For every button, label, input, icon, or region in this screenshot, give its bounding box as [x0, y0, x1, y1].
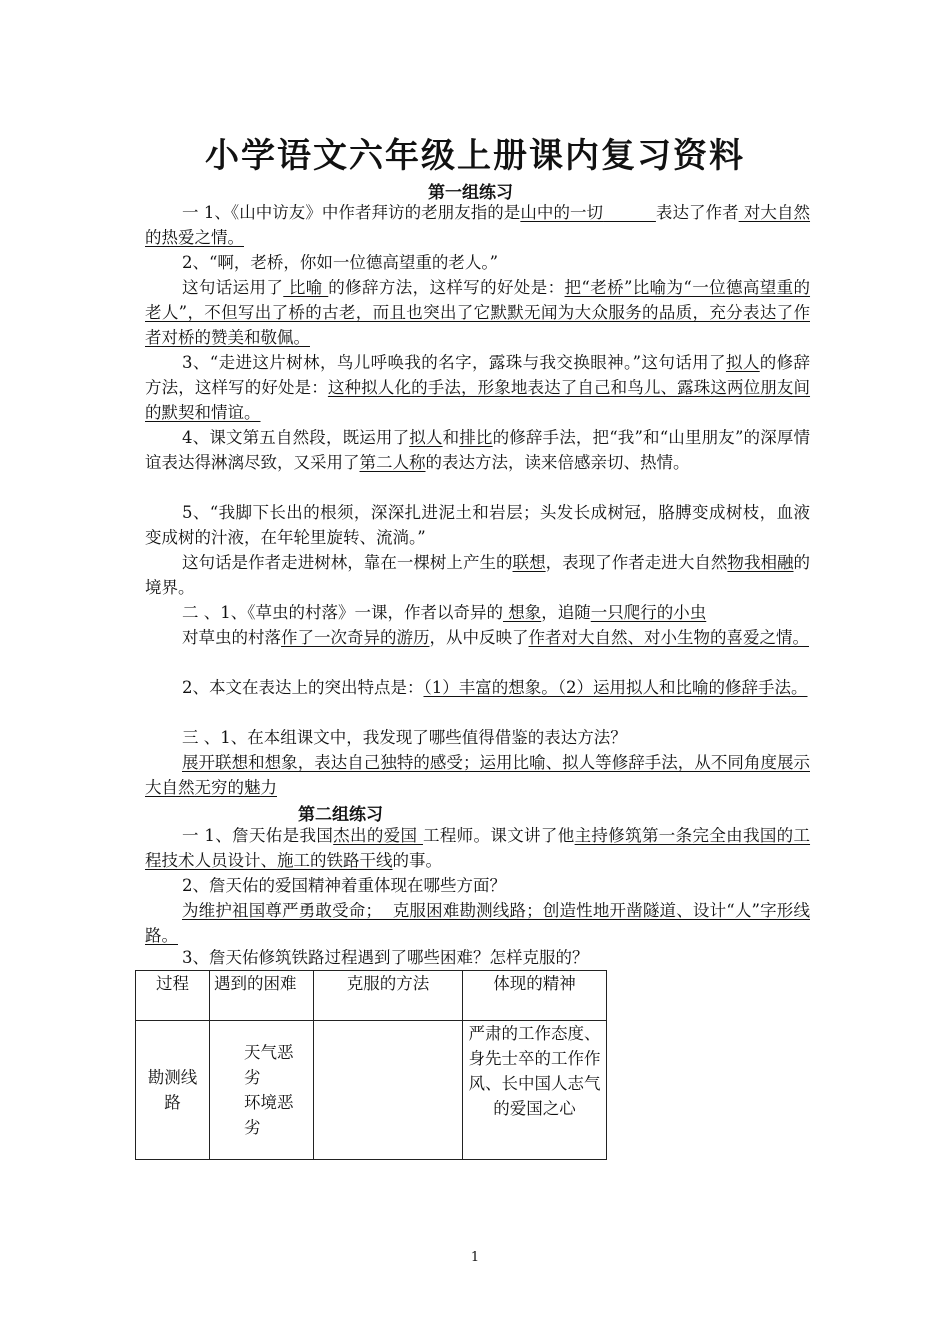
header-spirit: 体现的精神 — [463, 971, 607, 1021]
group2-heading: 第二组练习 — [298, 805, 383, 825]
g1-paragraph-10: 2、本文在表达上的突出特点是：（1）丰富的想象。（2）运用拟人和比喻的修辞手法。 — [182, 678, 808, 697]
g2-paragraph-3: 为维护祖国尊严勇敢受命； 克服困难勘测线路；创造性地开凿隧道、设计“人”字形线路。 — [145, 901, 810, 945]
page-number: 1 — [470, 1250, 480, 1265]
g1-paragraph-11: 三 、1、在本组课文中，我发现了哪些值得借鉴的表达方法？ — [182, 728, 627, 747]
g1-paragraph-9: 对草虫的村落作了一次奇异的游历，从中反映了作者对大自然、对小生物的喜爱之情。 — [182, 628, 809, 647]
page-title: 小学语文六年级上册课内复习资料 — [205, 136, 745, 176]
cell-process: 勘测线路 — [136, 1021, 210, 1160]
g1-paragraph-5: 4、课文第五自然段，既运用了拟人和排比的修辞手法，把“我”和“山里朋友”的深厚情谊表达得淋漓尽致，又采用了第二人称的表达方法，读来倍感亲切、热情。 — [145, 428, 811, 472]
header-method: 克服的方法 — [314, 971, 463, 1021]
table-row — [136, 1021, 607, 1160]
g1-paragraph-2: 2、“啊，老桥，你如一位德高望重的老人。” — [182, 253, 499, 272]
g1-paragraph-7: 这句话是作者走进树林，靠在一棵树上产生的联想，表现了作者走进大自然物我相融的境界。 — [145, 553, 811, 597]
header-difficulty: 遇到的困难 — [210, 971, 314, 1021]
g1-paragraph-1: 一 1、《山中访友》中作者拜访的老朋友指的是山中的一切 表达了作者 对大自然的热爱之情。 — [145, 203, 811, 247]
cell-spirit: 严肃的工作态度、身先士卒的工作作风、长中国人志气的爱国之心 — [463, 1021, 607, 1160]
g1-paragraph-12: 展开联想和想象，表达自己独特的感受；运用比喻、拟人等修辞手法，从不同角度展示大自然无穷的魅力 — [145, 753, 810, 797]
g1-paragraph-4: 3、“走进这片树林，鸟儿呼唤我的名字，露珠与我交换眼神。”这句话用了拟人的修辞方法，这样写的好处是：这种拟人化的手法，形象地表达了自己和鸟儿、露珠这两位朋友间的默契和情谊。 — [145, 353, 811, 422]
g2-paragraph-2: 2、詹天佑的爱国精神着重体现在哪些方面？ — [182, 876, 506, 895]
difficulty-environment: 环境恶劣 — [244, 1093, 294, 1137]
group1-heading: 第一组练习 — [428, 183, 513, 203]
cell-difficulty — [210, 1021, 314, 1160]
table-header-row — [136, 971, 607, 1021]
cell-method — [314, 1021, 463, 1160]
header-process: 过程 — [136, 971, 210, 1021]
g1-paragraph-6: 5、“我脚下长出的根须，深深扎进泥土和岩层；头发长成树冠，胳膊变成树枝，血液变成树的汁液，在年轮里旋转、流淌。” — [145, 503, 810, 547]
difficulty-weather: 天气恶劣 — [244, 1043, 294, 1087]
g2-paragraph-4: 3、詹天佑修筑铁路过程遇到了哪些困难？怎样克服的？ — [182, 948, 589, 967]
railway-table — [135, 970, 607, 1160]
g1-paragraph-3: 这句话运用了 比喻 的修辞方法，这样写的好处是：把“老桥”比喻为“一位德高望重的老人”，不但写出了桥的古老，而且也突出了它默默无闻为大众服务的品质，充分表达了作者对桥的赞美和敬佩。 — [145, 278, 811, 347]
g2-paragraph-1: 一 1、詹天佑是我国杰出的爱国 工程师。课文讲了他主持修筑第一条完全由我国的工程技术人员设计、施工的铁路干线的事。 — [145, 826, 811, 870]
g1-paragraph-8: 二 、1、《草虫的村落》一课，作者以奇异的 想象，追随一只爬行的小虫 — [182, 603, 707, 622]
